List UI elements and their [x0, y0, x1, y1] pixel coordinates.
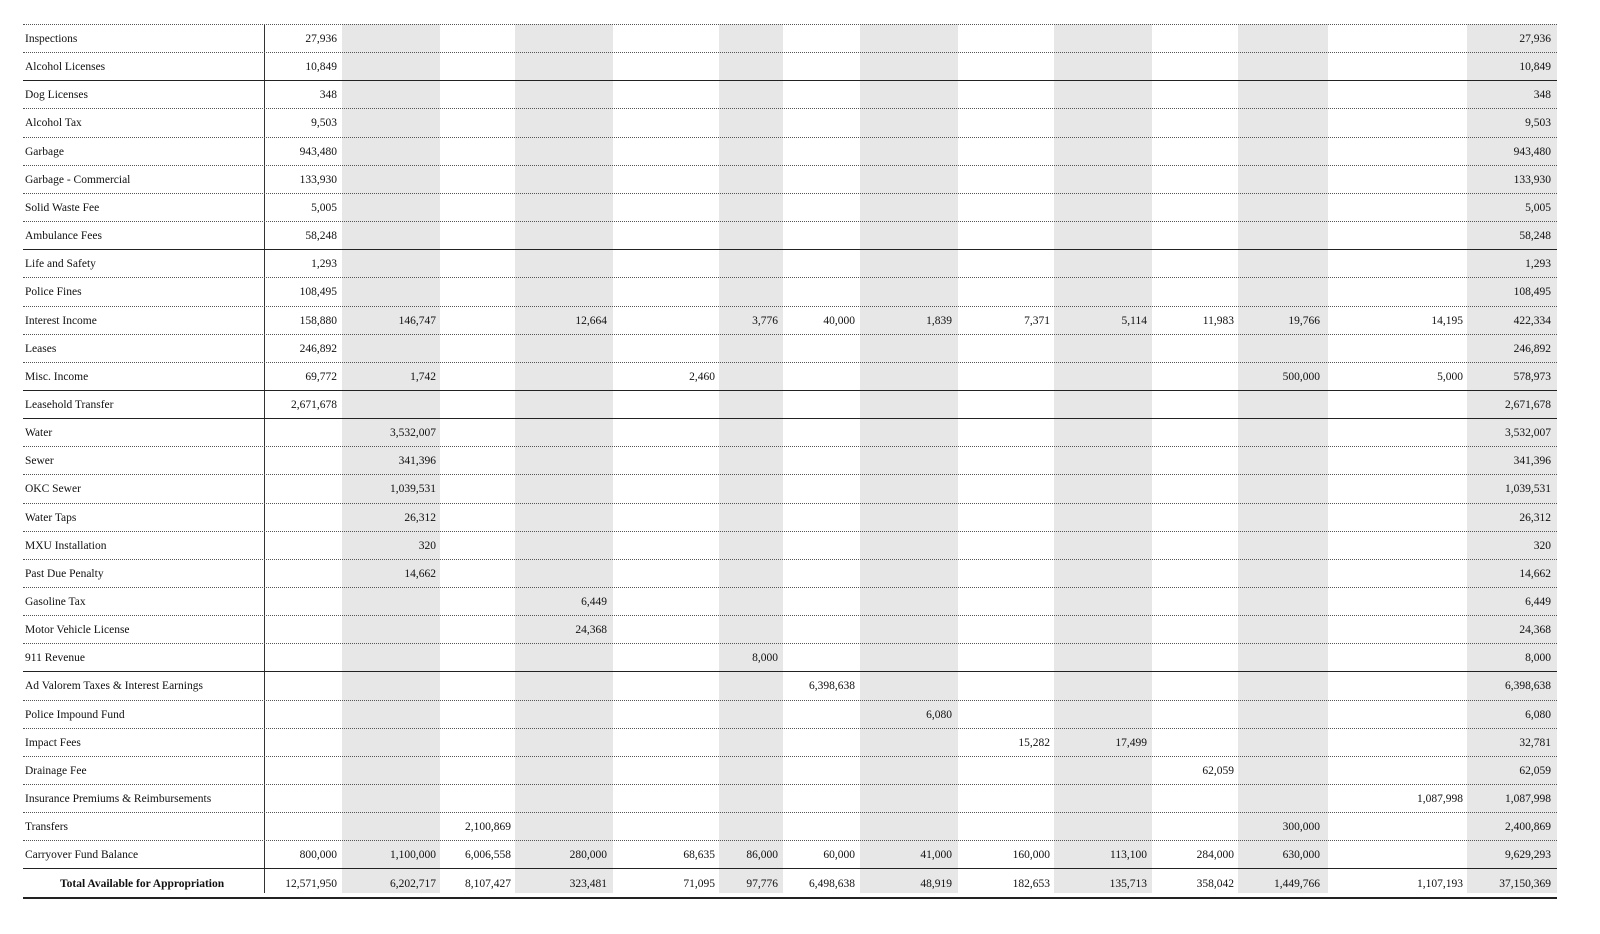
cell-e911: 8,000 — [752, 652, 778, 664]
cell-insurance: 1,087,998 — [1417, 793, 1463, 805]
cell-total: 6,080 — [1525, 709, 1551, 721]
row-label: Alcohol Tax — [25, 117, 82, 129]
row-divider — [23, 503, 1557, 504]
cell-transfers_fund: 8,107,427 — [465, 878, 511, 890]
cell-total: 24,368 — [1519, 624, 1551, 636]
cell-general: 69,772 — [305, 371, 337, 383]
cell-water_sewer: 1,742 — [410, 371, 436, 383]
cell-ad_valorem: 6,398,638 — [809, 680, 855, 692]
row-divider — [23, 306, 1557, 307]
cell-general: 108,495 — [299, 286, 337, 298]
cell-street: 280,000 — [569, 849, 607, 861]
cell-total: 32,781 — [1519, 737, 1551, 749]
row-label: Leasehold Transfer — [25, 399, 114, 411]
cell-e911: 86,000 — [746, 849, 778, 861]
row-divider — [23, 249, 1557, 250]
cell-insurance: 1,107,193 — [1417, 878, 1463, 890]
row-label: Insurance Premiums & Reimbursements — [25, 793, 212, 805]
cell-street: 323,481 — [569, 878, 607, 890]
row-divider — [23, 897, 1557, 899]
cell-total: 26,312 — [1519, 512, 1551, 524]
row-label: Impact Fees — [25, 737, 81, 749]
row-divider — [23, 559, 1557, 560]
row-label: Sewer — [25, 455, 54, 467]
cell-impact1: 7,371 — [1024, 315, 1050, 327]
row-label: Water Taps — [25, 512, 77, 524]
cell-impact2: 17,499 — [1115, 737, 1147, 749]
cell-general: 158,880 — [299, 315, 337, 327]
cell-general: 27,936 — [305, 33, 337, 45]
row-divider — [23, 531, 1557, 532]
row-label: Police Impound Fund — [25, 709, 125, 721]
cell-impound: 48,919 — [920, 878, 952, 890]
cell-impact1: 182,653 — [1012, 878, 1050, 890]
cell-total: 133,930 — [1513, 174, 1551, 186]
cell-total: 6,449 — [1525, 596, 1551, 608]
row-divider — [23, 277, 1557, 278]
cell-water_sewer: 1,100,000 — [390, 849, 436, 861]
cell-e911: 3,776 — [752, 315, 778, 327]
cell-total: 62,059 — [1519, 765, 1551, 777]
row-divider — [23, 615, 1557, 616]
cell-impact1: 15,282 — [1018, 737, 1050, 749]
cell-total: 6,398,638 — [1505, 680, 1551, 692]
cell-total: 108,495 — [1513, 286, 1551, 298]
cell-general: 5,005 — [311, 202, 337, 214]
row-label: Interest Income — [25, 315, 97, 327]
row-label: Garbage — [25, 146, 64, 158]
row-label: Police Fines — [25, 286, 82, 298]
cell-general: 348 — [319, 89, 337, 101]
cell-impound: 6,080 — [926, 709, 952, 721]
row-divider — [23, 728, 1557, 729]
cell-ad_valorem: 40,000 — [823, 315, 855, 327]
cell-impound: 41,000 — [920, 849, 952, 861]
cell-general: 133,930 — [299, 174, 337, 186]
row-label: Drainage Fee — [25, 765, 87, 777]
cell-total: 27,936 — [1519, 33, 1551, 45]
column-shade — [1054, 24, 1152, 893]
row-label: Inspections — [25, 33, 78, 45]
cell-drainage: 284,000 — [1196, 849, 1234, 861]
row-divider — [23, 362, 1557, 363]
cell-total: 3,532,007 — [1505, 427, 1551, 439]
cell-total: 320 — [1533, 540, 1551, 552]
cell-general: 2,671,678 — [291, 399, 337, 411]
cell-e911: 97,776 — [746, 878, 778, 890]
row-divider — [23, 80, 1557, 81]
cell-water_sewer: 3,532,007 — [390, 427, 436, 439]
cell-fund5: 68,635 — [683, 849, 715, 861]
row-divider — [23, 474, 1557, 475]
cell-total: 14,662 — [1519, 568, 1551, 580]
cell-total: 2,400,869 — [1505, 821, 1551, 833]
row-divider — [23, 418, 1557, 419]
row-label: OKC Sewer — [25, 483, 81, 495]
cell-insurance: 5,000 — [1437, 371, 1463, 383]
column-shade — [719, 24, 783, 893]
cell-impound: 1,839 — [926, 315, 952, 327]
row-label: Water — [25, 427, 53, 439]
cell-capital: 300,000 — [1282, 821, 1320, 833]
row-label: Carryover Fund Balance — [25, 849, 139, 861]
cell-drainage: 11,983 — [1202, 315, 1234, 327]
cell-general: 1,293 — [311, 258, 337, 270]
cell-water_sewer: 26,312 — [404, 512, 436, 524]
cell-general: 12,571,950 — [285, 878, 337, 890]
row-label: Motor Vehicle License — [25, 624, 130, 636]
cell-total: 9,629,293 — [1505, 849, 1551, 861]
cell-street: 12,664 — [575, 315, 607, 327]
row-label: Leases — [25, 343, 57, 355]
row-label: Life and Safety — [25, 258, 96, 270]
row-label: Garbage - Commercial — [25, 174, 131, 186]
cell-capital: 630,000 — [1282, 849, 1320, 861]
row-label: 911 Revenue — [25, 652, 85, 664]
cell-general: 58,248 — [305, 230, 337, 242]
label-column-divider — [264, 24, 265, 893]
cell-total: 1,039,531 — [1505, 483, 1551, 495]
row-divider — [23, 108, 1557, 109]
row-divider — [23, 840, 1557, 841]
cell-total: 348 — [1533, 89, 1551, 101]
cell-total: 246,892 — [1513, 343, 1551, 355]
row-divider — [23, 390, 1557, 391]
cell-transfers_fund: 2,100,869 — [465, 821, 511, 833]
cell-total: 341,396 — [1513, 455, 1551, 467]
cell-impact2: 135,713 — [1109, 878, 1147, 890]
cell-water_sewer: 6,202,717 — [390, 878, 436, 890]
cell-fund5: 2,460 — [689, 371, 715, 383]
cell-impact2: 113,100 — [1110, 849, 1147, 861]
row-divider — [23, 671, 1557, 672]
cell-transfers_fund: 6,006,558 — [465, 849, 511, 861]
row-label: MXU Installation — [25, 540, 107, 552]
cell-total: 8,000 — [1525, 652, 1551, 664]
cell-ad_valorem: 60,000 — [823, 849, 855, 861]
cell-total: 578,973 — [1513, 371, 1551, 383]
row-divider — [23, 221, 1557, 222]
row-label: Dog Licenses — [25, 89, 88, 101]
cell-fund5: 71,095 — [683, 878, 715, 890]
cell-drainage: 62,059 — [1202, 765, 1234, 777]
cell-total: 9,503 — [1525, 117, 1551, 129]
row-divider — [23, 812, 1557, 813]
row-divider — [23, 587, 1557, 588]
row-label: Transfers — [25, 821, 69, 833]
row-divider — [23, 193, 1557, 194]
row-divider — [23, 446, 1557, 447]
row-label: Total Available for Appropriation — [60, 878, 225, 890]
row-divider — [23, 137, 1557, 138]
cell-total: 5,005 — [1525, 202, 1551, 214]
cell-total: 37,150,369 — [1499, 878, 1551, 890]
cell-total: 1,087,998 — [1505, 793, 1551, 805]
row-label: Past Due Penalty — [25, 568, 104, 580]
cell-total: 58,248 — [1519, 230, 1551, 242]
cell-impact1: 160,000 — [1012, 849, 1050, 861]
cell-total: 2,671,678 — [1505, 399, 1551, 411]
cell-total: 10,849 — [1519, 61, 1551, 73]
row-label: Gasoline Tax — [25, 596, 86, 608]
cell-impact2: 5,114 — [1121, 315, 1147, 327]
row-divider — [23, 24, 1557, 25]
row-divider — [23, 700, 1557, 701]
row-label: Solid Waste Fee — [25, 202, 100, 214]
row-divider — [23, 165, 1557, 166]
cell-street: 6,449 — [581, 596, 607, 608]
cell-general: 800,000 — [299, 849, 337, 861]
cell-total: 943,480 — [1513, 146, 1551, 158]
row-label: Ambulance Fees — [25, 230, 102, 242]
row-divider — [23, 643, 1557, 644]
row-divider — [23, 784, 1557, 785]
cell-capital: 500,000 — [1282, 371, 1320, 383]
cell-ad_valorem: 6,498,638 — [809, 878, 855, 890]
row-label: Alcohol Licenses — [25, 61, 106, 73]
row-label: Misc. Income — [25, 371, 89, 383]
cell-drainage: 358,042 — [1196, 878, 1234, 890]
column-shade — [1238, 24, 1328, 893]
cell-general: 9,503 — [311, 117, 337, 129]
cell-street: 24,368 — [575, 624, 607, 636]
cell-water_sewer: 146,747 — [398, 315, 436, 327]
cell-capital: 1,449,766 — [1274, 878, 1320, 890]
cell-water_sewer: 341,396 — [398, 455, 436, 467]
cell-water_sewer: 14,662 — [404, 568, 436, 580]
cell-total: 1,293 — [1525, 258, 1551, 270]
row-label: Ad Valorem Taxes & Interest Earnings — [25, 680, 203, 692]
cell-general: 943,480 — [299, 146, 337, 158]
row-divider — [23, 868, 1557, 869]
cell-water_sewer: 320 — [418, 540, 436, 552]
cell-general: 246,892 — [299, 343, 337, 355]
column-shade — [515, 24, 613, 893]
row-divider — [23, 334, 1557, 335]
cell-total: 422,334 — [1513, 315, 1551, 327]
cell-water_sewer: 1,039,531 — [390, 483, 436, 495]
row-divider — [23, 52, 1557, 53]
row-divider — [23, 756, 1557, 757]
cell-insurance: 14,195 — [1431, 315, 1463, 327]
cell-capital: 19,766 — [1288, 315, 1320, 327]
column-shade — [860, 24, 958, 893]
cell-general: 10,849 — [305, 61, 337, 73]
